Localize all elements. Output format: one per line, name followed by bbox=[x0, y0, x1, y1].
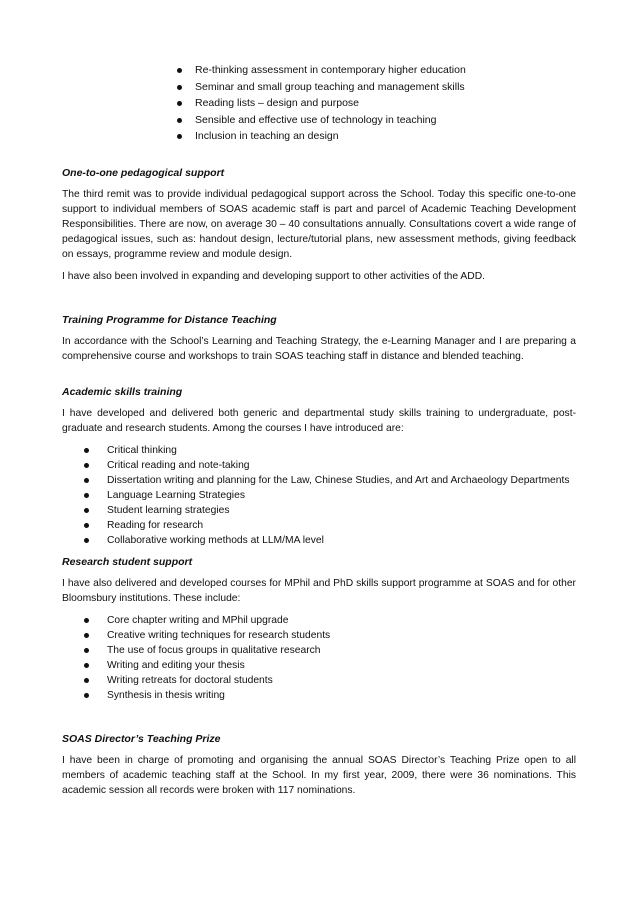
topics-list bbox=[174, 62, 576, 145]
list-item: Writing and editing your thesis bbox=[79, 658, 576, 673]
paragraph-distance-teaching: In accordance with the School’s Learning and Teaching Strategy, the e-Learning Manager and I are preparing a comprehensive course and workshops to train SOAS teaching staff in distance and blended teaching. bbox=[62, 335, 576, 362]
list-item: Dissertation writing and planning for the Law, Chinese Studies, and Art and Archaeology Departments bbox=[79, 473, 576, 488]
list-item: Critical thinking bbox=[79, 443, 576, 458]
list-item: Inclusion in teaching an design bbox=[174, 128, 576, 145]
list-item: Seminar and small group teaching and management skills bbox=[174, 79, 576, 96]
academic-skills-list bbox=[79, 443, 576, 548]
paragraph-research-support: I have also delivered and developed courses for MPhil and PhD skills support programme at SOAS and for other Bloomsbury institutions. These include: bbox=[62, 577, 576, 604]
paragraph-teaching-prize: I have been in charge of promoting and organising the annual SOAS Director’s Teaching Prize open to all members of academic teaching staff at the School. In my first year, 2009, there were 36 nominations. This academic session all records were broken with 117 nominations. bbox=[62, 754, 576, 796]
list-item: Student learning strategies bbox=[79, 503, 576, 518]
section-title-research-support: Research student support bbox=[62, 555, 193, 568]
research-support-list bbox=[79, 613, 576, 703]
list-item: Writing retreats for doctoral students bbox=[79, 673, 576, 688]
list-item: Core chapter writing and MPhil upgrade bbox=[79, 613, 576, 628]
section-title-one-to-one: One-to-one pedagogical support bbox=[62, 166, 225, 179]
section-title-distance-teaching: Training Programme for Distance Teaching bbox=[62, 313, 277, 326]
list-item: Reading for research bbox=[79, 518, 576, 533]
list-item: Re-thinking assessment in contemporary higher education bbox=[174, 62, 576, 79]
list-item: Synthesis in thesis writing bbox=[79, 688, 576, 703]
spacer bbox=[62, 710, 576, 732]
paragraph-add-support: I have also been involved in expanding and developing support to other activities of the ADD. bbox=[62, 270, 486, 282]
section-title-academic-skills: Academic skills training bbox=[62, 385, 183, 398]
section-title-teaching-prize: SOAS Director’s Teaching Prize bbox=[62, 732, 221, 745]
spacer bbox=[62, 371, 576, 385]
list-item: Creative writing techniques for research students bbox=[79, 628, 576, 643]
list-item: Critical reading and note-taking bbox=[79, 458, 576, 473]
paragraph-academic-skills: I have developed and delivered both generic and departmental study skills training to undergraduate, post-graduate and research students. Among the courses I have introduced are: bbox=[62, 407, 576, 434]
list-item: Collaborative working methods at LLM/MA level bbox=[79, 533, 576, 548]
list-item: Language Learning Strategies bbox=[79, 488, 576, 503]
paragraph-one-to-one: The third remit was to provide individual pedagogical support across the School. Today this specific one-to-one support to individual members of SOAS academic staff is part and parcel of Academic Teaching Development Responsibilities. There are now, on average 30 – 40 consultations annually. Consultations covert a wide range of pedagogical issues, such as: handout design, lecture/tutorial plans, new assessment methods, giving feedback on essays, programme review and module design. bbox=[62, 188, 576, 260]
list-item: Sensible and effective use of technology in teaching bbox=[174, 112, 576, 129]
spacer bbox=[62, 291, 576, 313]
list-item: The use of focus groups in qualitative research bbox=[79, 643, 576, 658]
list-item: Reading lists – design and purpose bbox=[174, 95, 576, 112]
document-content bbox=[62, 62, 576, 805]
